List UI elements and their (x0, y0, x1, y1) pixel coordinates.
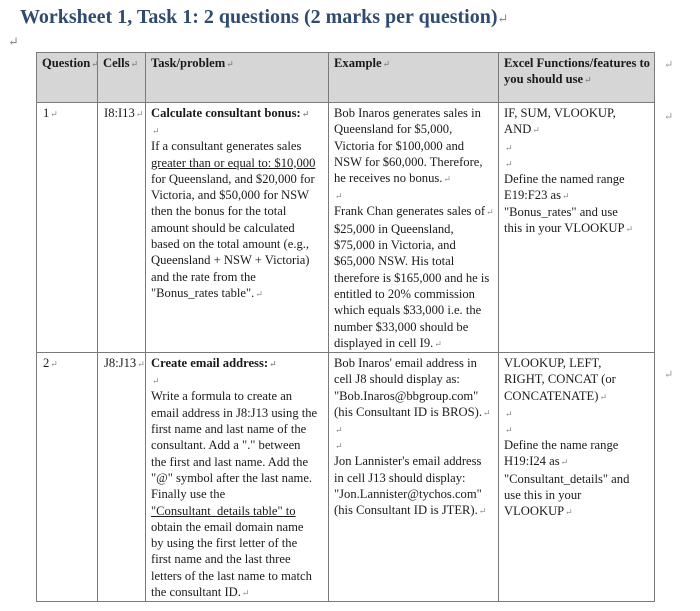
task-line: Finally use the (151, 487, 226, 502)
task-line: Victoria, and $50,000 for NSW (151, 188, 310, 203)
excel-line: AND↵ (504, 122, 540, 137)
example-line: "Jon.Lannister@tychos.com" (334, 486, 482, 501)
paragraph-mark-icon: ↵ (664, 369, 674, 381)
example-line: Jon Lannister's email address (334, 454, 482, 469)
task-line: then the bonus for the total (151, 204, 287, 219)
paragraph-mark-icon: ↵ (8, 34, 19, 49)
cell-range: I8:I13↵ (98, 103, 146, 353)
excel-line: CONCATENATE)↵ (504, 388, 607, 403)
header-excel: Excel Functions/features to you should use↵ (499, 53, 655, 103)
excel-line: "Consultant_details" and (504, 471, 630, 486)
example-line: NSW for $60,000. Therefore, (334, 154, 483, 169)
excel-line: Define the name range (504, 438, 619, 453)
example-line: $25,000 in Queensland, (334, 221, 454, 236)
task-line: email address in J8:J13 using the (151, 405, 318, 420)
paragraph-mark-icon: ↵ (335, 425, 343, 436)
example-cell (329, 353, 499, 602)
task-line: and the rate from the (151, 269, 256, 284)
task-line: Queensland + NSW + Victoria) (151, 253, 310, 268)
cell-range: J8:J13↵ (98, 353, 146, 602)
task-table (36, 52, 655, 602)
worksheet-title: Worksheet 1, Task 1: 2 questions (2 marks per question)↵ (20, 6, 509, 28)
excel-line: VLOOKUP↵ (504, 504, 573, 519)
paragraph-mark-icon: ↵ (152, 126, 160, 137)
task-line: letters of the last name to match (151, 568, 312, 583)
question-number: 1↵ (37, 103, 98, 353)
task-heading: Create email address:↵ (151, 356, 277, 371)
task-cell (146, 353, 329, 602)
header-task: Task/problem↵ (146, 53, 329, 103)
excel-line: VLOOKUP, LEFT, (504, 356, 602, 371)
excel-line: Define the named range (504, 171, 625, 186)
excel-cell (499, 353, 655, 602)
excel-line: this in your VLOOKUP↵ (504, 221, 634, 236)
task-line: "Consultant_details table" to (151, 503, 296, 518)
example-line: Victoria for $100,000 and (334, 138, 465, 153)
task-line: the consultant ID.↵ (151, 585, 250, 600)
paragraph-mark-icon: ↵ (505, 409, 513, 420)
example-line: number $33,000 should be (334, 319, 469, 334)
excel-cell (499, 103, 655, 353)
task-line: based on the total amount (e.g., (151, 237, 310, 252)
task-line: first name and last name of the (151, 422, 307, 437)
task-line: the first and last name. Add the (151, 454, 309, 469)
task-line: "@" symbol after the last name. (151, 470, 313, 485)
task-line: consultant. Add a "." between (151, 438, 301, 453)
example-line: Frank Chan generates sales of↵ (334, 204, 494, 219)
example-line: "Bob.Inaros@bbgroup.com" (334, 388, 479, 403)
example-line: Bob Inaros generates sales in (334, 106, 481, 120)
example-line: displayed in cell I9.↵ (334, 335, 442, 350)
task-line: Write a formula to create an (151, 389, 293, 404)
task-line: by using the first letter of the (151, 536, 298, 551)
header-question: Question↵ (37, 53, 98, 103)
paragraph-mark-icon: ↵ (664, 111, 674, 123)
example-line: therefore is $165,000 and he is (334, 270, 490, 285)
example-line: cell J8 should display as: (334, 372, 460, 387)
example-line: which equals $33,000 i.e. the (334, 303, 482, 318)
task-line: amount should be calculated (151, 220, 295, 235)
excel-line: H19:I24 as↵ (504, 454, 569, 469)
table-header-row (37, 53, 655, 103)
excel-line: use this in your (504, 487, 582, 502)
paragraph-mark-icon: ↵ (664, 59, 674, 71)
example-line: (his Consultant ID is BROS).↵ (334, 405, 491, 420)
example-cell (329, 103, 499, 353)
table-row (37, 353, 655, 602)
example-line: (his Consultant ID is JTER).↵ (334, 503, 487, 518)
task-heading: Calculate consultant bonus:↵ (151, 106, 310, 120)
example-line: $65,000 NSW. His total (334, 254, 455, 269)
task-line: for Queensland, and $20,000 for (151, 171, 315, 186)
question-number: 2↵ (37, 353, 98, 602)
paragraph-mark-icon: ↵ (505, 158, 513, 169)
example-line: entitled to 20% commission (334, 286, 475, 301)
example-line: Bob Inaros' email address in (334, 356, 477, 371)
table-row (37, 103, 655, 353)
example-line: Queensland for $5,000, (334, 122, 453, 137)
example-line: $75,000 in Victoria, and (334, 238, 456, 253)
excel-line: E19:F23 as↵ (504, 187, 570, 202)
task-cell (146, 103, 329, 353)
paragraph-mark-icon: ↵ (152, 376, 160, 387)
example-line: he receives no bonus.↵ (334, 171, 451, 186)
excel-line: RIGHT, CONCAT (or (504, 372, 616, 387)
header-example: Example↵ (329, 53, 499, 103)
paragraph-mark-icon: ↵ (505, 425, 513, 436)
excel-line: "Bonus_rates" and use (504, 205, 618, 220)
paragraph-mark-icon: ↵ (505, 142, 513, 153)
task-line: If a consultant generates sales (151, 139, 302, 154)
paragraph-mark-icon: ↵ (335, 191, 343, 202)
task-line: obtain the email domain name (151, 519, 304, 534)
excel-line: IF, SUM, VLOOKUP, (504, 106, 616, 120)
task-line: greater than or equal to: $10,000 (151, 155, 316, 170)
example-line: in cell J13 should display: (334, 470, 466, 485)
task-line: first name and the last three (151, 552, 291, 567)
task-line: "Bonus_rates table".↵ (151, 285, 263, 300)
paragraph-mark-icon: ↵ (335, 441, 343, 452)
header-cells: Cells↵ (98, 53, 146, 103)
